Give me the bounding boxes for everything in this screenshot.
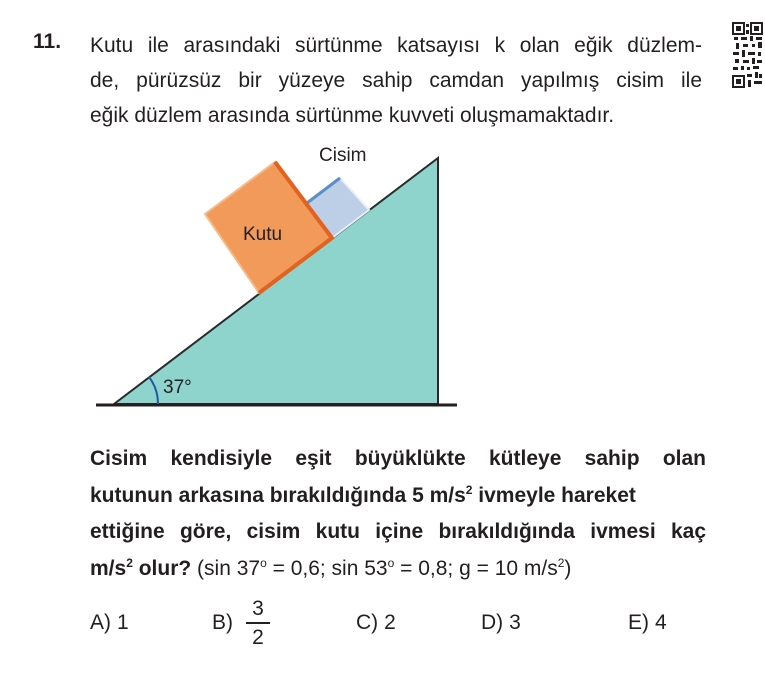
prompt-line-3: ettiğine göre, cisim kutu içine bırakıldığında ivmesi kaç <box>90 520 706 543</box>
superscript: 2 <box>557 555 565 570</box>
degree-mark: o <box>387 555 395 570</box>
choice-value: 1 <box>117 611 129 634</box>
question-prompt <box>90 441 706 587</box>
prompt-text: kutunun arkasına bırakıldığında 5 m/s <box>90 483 466 507</box>
choice-letter: B) <box>212 611 233 634</box>
angle-label: 37° <box>163 377 192 398</box>
prompt-text: m/s <box>90 556 127 580</box>
given-values <box>191 557 571 580</box>
fraction-bar <box>246 622 270 624</box>
kutu-label: Kutu <box>243 224 283 245</box>
stem-line-2: de, pürüzsüz bir yüzeye sahip camdan yapılmış cisim ile <box>90 69 702 92</box>
given-text: ) <box>564 556 572 580</box>
prompt-text: ivmeyle hareket <box>472 483 636 507</box>
choice-c[interactable] <box>356 611 396 635</box>
fraction-numerator: 3 <box>252 597 264 620</box>
choice-d[interactable] <box>481 611 521 635</box>
cisim-label: Cisim <box>319 145 367 166</box>
choice-letter: E) <box>628 611 649 634</box>
prompt-line-2 <box>90 478 706 515</box>
prompt-line-1: Cisim kendisiyle eşit büyüklükte kütleye sahip olan <box>90 447 706 470</box>
choice-e[interactable] <box>628 611 667 635</box>
choice-b-fraction <box>246 597 270 650</box>
choice-letter: D) <box>481 611 504 634</box>
fraction-denominator: 2 <box>252 625 264 649</box>
choice-value: 2 <box>384 611 396 634</box>
question-number: 11. <box>33 30 62 53</box>
superscript: 2 <box>465 482 473 497</box>
prompt-line-4 <box>90 551 706 588</box>
given-text: = 0,6; sin 53 <box>266 556 388 580</box>
prompt-text: olur? <box>132 556 192 580</box>
stem-line-3: eğik düzlem arasında sürtünme kuvveti oluşmamaktadır. <box>90 104 615 127</box>
choice-value: 3 <box>509 611 521 634</box>
degree-mark: o <box>260 555 267 570</box>
choice-b[interactable] <box>212 611 239 635</box>
given-text: = 0,8; g = 10 m/s <box>394 556 558 580</box>
choice-value: 4 <box>655 611 667 634</box>
given-text: (sin 37 <box>191 556 261 580</box>
choice-letter: C) <box>356 611 379 634</box>
choice-a[interactable] <box>90 611 129 635</box>
stem-line-1: Kutu ile arasındaki sürtünme katsayısı k olan eğik düzlem- <box>90 34 702 57</box>
superscript: 2 <box>126 555 133 570</box>
choice-letter: A) <box>90 611 111 634</box>
